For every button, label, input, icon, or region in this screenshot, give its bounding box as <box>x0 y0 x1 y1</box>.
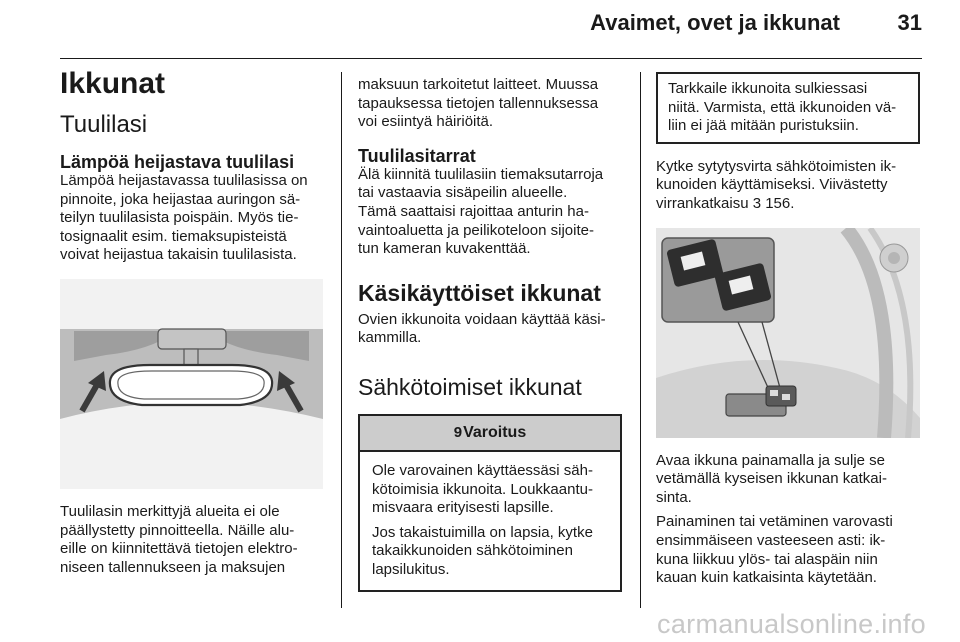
warning-paragraph-2: Jos takaistuimilla on lapsia, kytke takaikkunoiden sähkötoiminen lapsilukitus. <box>372 523 593 578</box>
paragraph-tarrat: Älä kiinnitä tuulilasiin tiemaksutarroja tai vastaavia sisäpeilin alueelle. Tämä saattaisi rajoittaa anturin ha- vaintoaluetta ja peilikoteloon sijoite- tun kameran kuvakenttää. <box>358 165 604 258</box>
heading-tuulilasitarrat: Tuulilasitarrat <box>358 145 476 166</box>
warning-header <box>360 416 620 452</box>
warning-paragraph-1: Ole varovainen käyttäessäsi säh- kötoimisia ikkunoita. Loukkaantu- misvaara erityisesti lapsille. <box>372 461 593 517</box>
warning-box <box>358 414 622 592</box>
warning-body <box>360 452 620 590</box>
column-2 <box>358 76 626 592</box>
header-rule <box>60 58 922 59</box>
paragraph-sytytysvirta: Kytke sytytysvirta sähkötoimisten ik- kunoiden käyttämiseksi. Viivästetty virrankatkaisu 3 156. <box>656 157 897 212</box>
page-number: 31 <box>897 10 922 35</box>
note-box: Tarkkaile ikkunoita sulkiessasi niitä. Varmista, että ikkunoiden vä- liin ei jää mitään puristuksiin. <box>656 72 920 144</box>
paragraph-merkityt-alueet: Tuulilasin merkittyjä alueita ei ole päällystetty pinnoitteella. Näille alu- eille on kiinnitettävä tietojen elektro- niseen tallennukseen ja maksujen <box>60 502 298 576</box>
heading-tuulilasi: Tuulilasi <box>60 111 148 138</box>
heading-kasikayttoiset: Käsikäyttöiset ikkunat <box>358 279 601 306</box>
paragraph-painaminen: Painaminen tai vetäminen varovasti ensimmäiseen vasteeseen asti: ik- kuna liikkuu ylös- tai alaspäin niin kauan kuin katkaisinta käytetään. <box>656 513 893 587</box>
windshield-mirror-drawing <box>60 279 323 489</box>
paragraph-kasikammat: Ovien ikkunoita voidaan käyttää käsi- kammilla. <box>358 310 606 347</box>
column-divider-2 <box>640 72 641 608</box>
running-header-title: Avaimet, ovet ja ikkunat <box>590 10 840 35</box>
heading-lampoa-heijastava: Lämpöä heijastava tuulilasi <box>60 152 295 172</box>
warning-triangle-icon: 9 <box>453 424 463 442</box>
heading-sahkotoimiset: Sähkötoimiset ikkunat <box>358 373 582 400</box>
paragraph-lampoa: Lämpöä heijastavassa tuulilasissa on pinnoite, joka heijastaa auringon sä- teilyn tuulilasista poispäin. Myös tie- tosignaalit esim. tiemaksupisteistä voivat heijastua takaisin tuulilasista. <box>60 172 308 264</box>
column-1 <box>60 66 326 577</box>
watermark: carmanualsonline.info <box>657 609 926 639</box>
heading-ikkunat: Ikkunat <box>60 67 166 100</box>
warning-title: Varoitus <box>463 423 527 441</box>
window-switch-illustration <box>656 228 920 438</box>
windshield-mirror-illustration <box>60 279 323 489</box>
window-switch-drawing <box>656 228 920 438</box>
column-divider-1 <box>341 72 342 608</box>
column-3 <box>656 76 924 588</box>
paragraph-continued: maksuun tarkoitetut laitteet. Muussa tapauksessa tietojen tallennuksessa voi esiintyä häiriöitä. <box>358 76 599 131</box>
paragraph-avaa-ikkuna: Avaa ikkuna painamalla ja sulje se vetämällä kyseisen ikkunan katkai- sinta. <box>656 451 887 506</box>
